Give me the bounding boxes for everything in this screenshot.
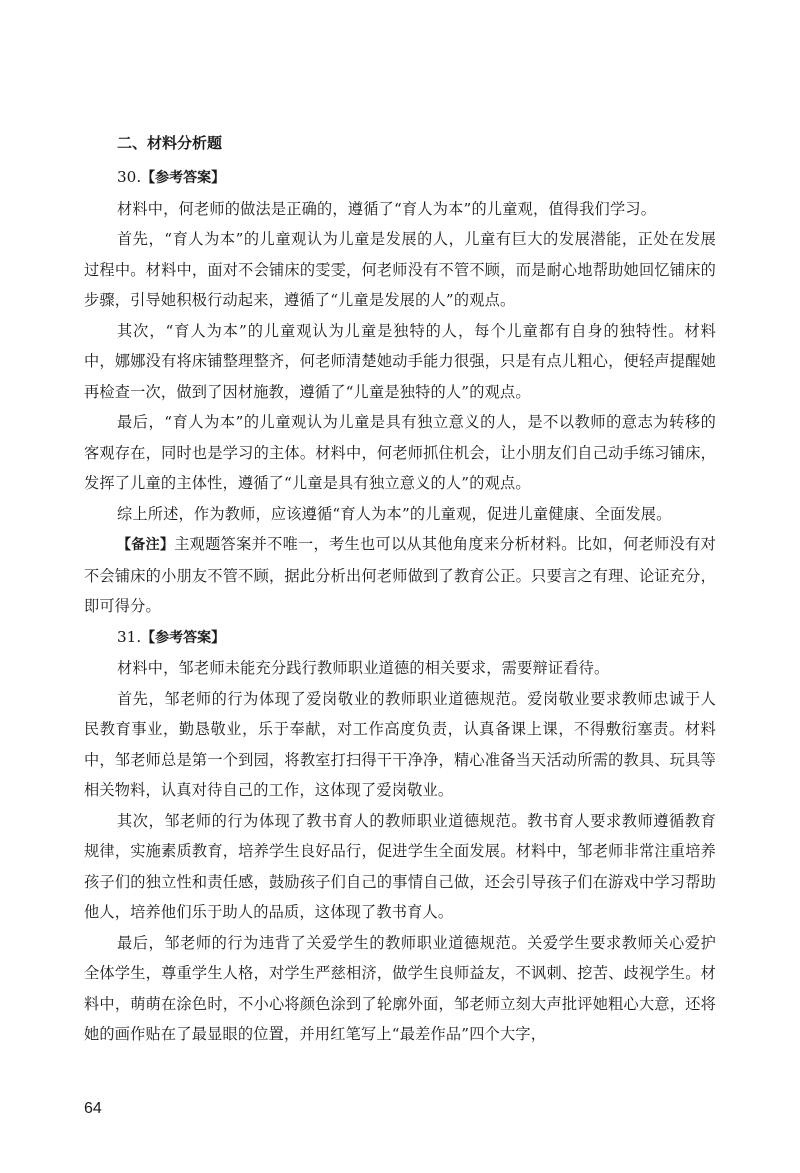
q31-number: 31. xyxy=(117,627,142,646)
q30-heading xyxy=(84,162,716,194)
q31-paragraph-4: 最后，邹老师的行为违背了关爱学生的教师职业道德规范。关爱学生要求教师关心爱护全体学生，尊重学生人格，对学生严慈相济，做学生良师益友，不讽刺、挖苦、歧视学生。材料中，萌萌在涂色时，不小心将颜色涂到了轮廓外面，邹老师立刻大声批评她粗心大意，还将她的画作贴在了最显眼的位置，并用红笔写上“最差作品”四个大字， xyxy=(84,933,716,1043)
q31-paragraph-1: 材料中，邹老师未能充分践行教师职业道德的相关要求，需要辩证看待。 xyxy=(117,659,610,677)
q30-note-text: 主观题答案并不唯一，考生也可以从其他角度来分析材料。比如，何老师没有对不会铺床的小朋友不管不顾，据此分析出何老师做到了教育公正。只要言之有理、论证充分，即可得分。 xyxy=(84,535,716,615)
page-number: 64 xyxy=(84,1100,102,1117)
q30-paragraph-3: 其次，“育人为本”的儿童观认为儿童是独特的人，每个儿童都有自身的独特性。材料中，娜娜没有将床铺整理整齐，何老师清楚她动手能力很强，只是有点儿粗心，便轻声提醒她再检查一次，做到了因材施教，遵循了“儿童是独特的人”的观点。 xyxy=(84,321,716,401)
q30-note xyxy=(84,529,716,622)
q30-number: 30. xyxy=(117,168,142,186)
q31-heading xyxy=(84,622,716,654)
q30-answer-label: 【参考答案】 xyxy=(141,170,226,186)
q30-paragraph-5: 综上所述，作为教师，应该遵循“育人为本”的儿童观，促进儿童健康、全面发展。 xyxy=(117,504,672,523)
q31-answer-label: 【参考答案】 xyxy=(141,629,226,646)
q30-note-label: 【备注】 xyxy=(117,537,175,553)
q31-paragraph-3: 其次，邹老师的行为体现了教书育人的教师职业道德规范。教书育人要求教师遵循教育规律，实施素质教育，培养学生良好品行，促进学生全面发展。材料中，邹老师非常注重培养孩子们的独立性和责任感，鼓励孩子们自己的事情自己做，还会引导孩子们在游戏中学习帮助他人，培养他们乐于助人的品质，这体现了教书育人。 xyxy=(84,811,716,921)
q31-paragraph-2: 首先，邹老师的行为体现了爱岗敬业的教师职业道德规范。爱岗敬业要求教师忠诚于人民教育事业，勤恳敬业，乐于奉献，对工作高度负责，认真备课上课，不得敷衍塞责。材料中，邹老师总是第一个到园，将教室打扫得干干净净，精心准备当天活动所需的教具、玩具等相关物料，认真对待自己的工作，这体现了爱岗敬业。 xyxy=(84,689,716,799)
section-title: 二、材料分析题 xyxy=(117,134,223,152)
q30-paragraph-2: 首先，“育人为本”的儿童观认为儿童是发展的人，儿童有巨大的发展潜能，正处在发展过程中。材料中，面对不会铺床的雯雯，何老师没有不管不顾，而是耐心地帮助她回忆铺床的步骤，引导她积极行动起来，遵循了“儿童是发展的人”的观点。 xyxy=(84,230,716,309)
answer-content xyxy=(84,130,716,1050)
q30-paragraph-1: 材料中，何老师的做法是正确的，遵循了“育人为本”的儿童观，值得我们学习。 xyxy=(117,199,657,218)
q30-paragraph-4: 最后，“育人为本”的儿童观认为儿童是具有独立意义的人，是不以教师的意志为转移的客观存在，同时也是学习的主体。材料中，何老师抓住机会，让小朋友们自己动手练习铺床，发挥了儿童的主体性，遵循了“儿童是具有独立意义的人”的观点。 xyxy=(84,413,716,492)
